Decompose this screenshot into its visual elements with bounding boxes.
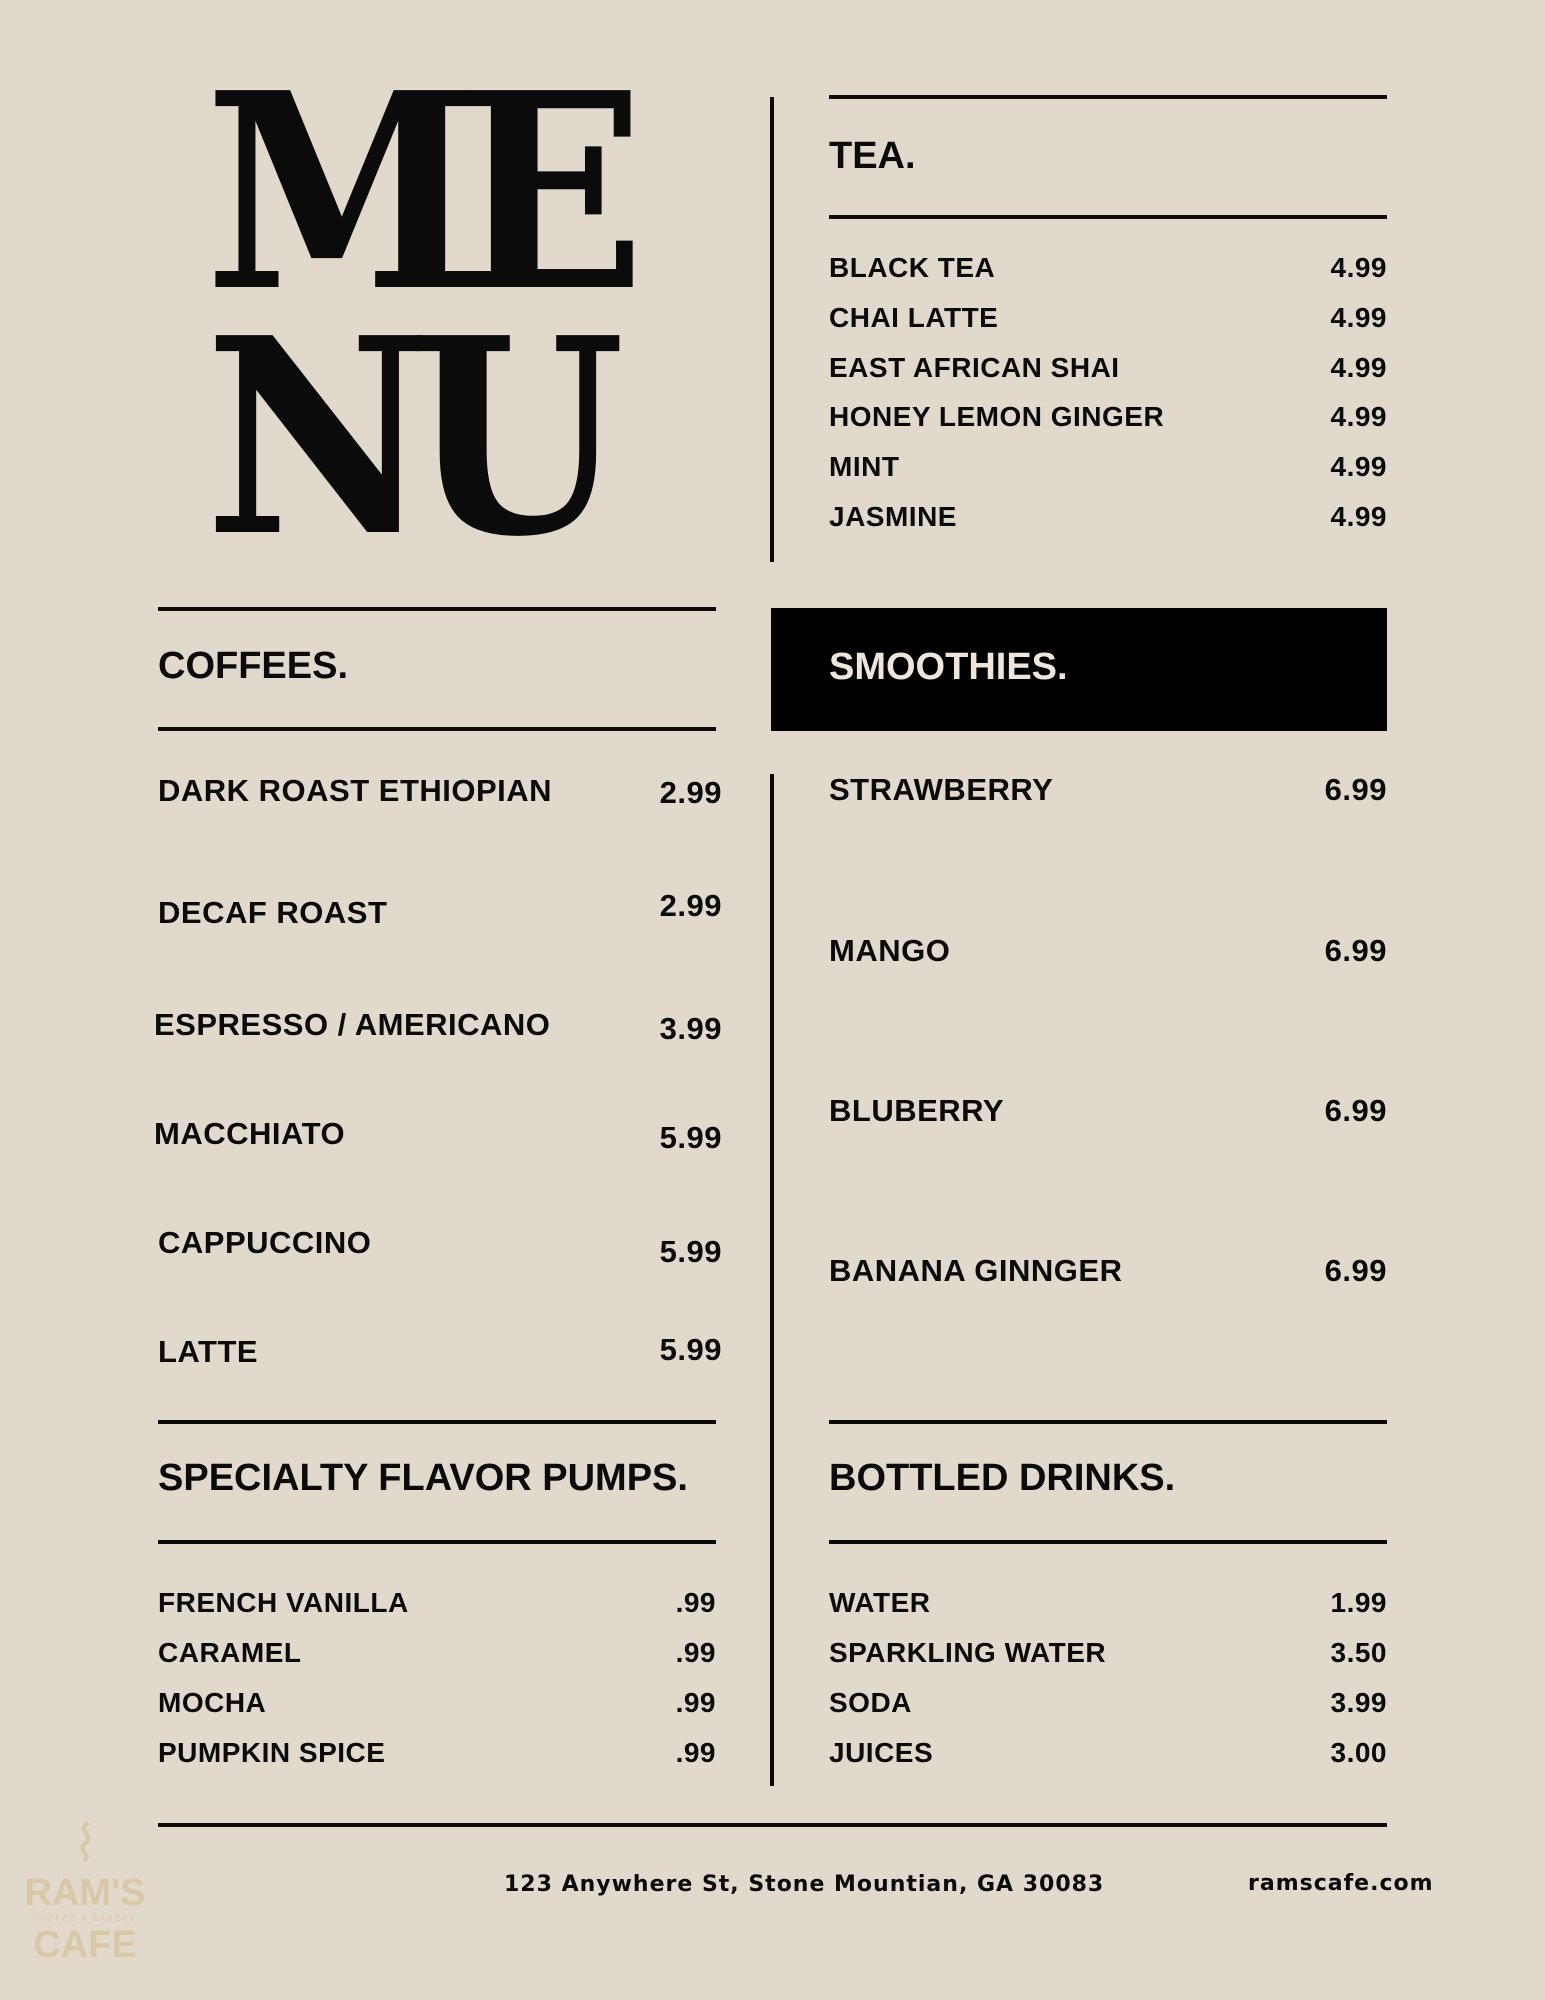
list-item-name: CHAI LATTE xyxy=(829,302,999,333)
pumps-bottom-rule xyxy=(158,1540,716,1544)
tea-top-rule xyxy=(829,95,1387,99)
list-item-name: BANANA GINNGER xyxy=(829,1253,1123,1288)
list-item-price: 5.99 xyxy=(659,1120,722,1155)
menu-title-line-2: NU xyxy=(205,278,601,596)
tea-bottom-rule xyxy=(829,215,1387,219)
title-divider xyxy=(770,97,774,562)
pumps-heading: SPECIALTY FLAVOR PUMPS. xyxy=(158,1457,688,1499)
list-item-price: 5.99 xyxy=(659,1332,722,1367)
tea-heading: TEA. xyxy=(829,135,916,177)
list-item-price: 4.99 xyxy=(1330,401,1387,432)
list-item-name: DECAF ROAST xyxy=(158,895,388,930)
list-item-price: .99 xyxy=(675,1587,716,1618)
list-item-name: CAPPUCCINO xyxy=(158,1225,372,1260)
list-item-price: 6.99 xyxy=(1324,1093,1387,1128)
list-item-name: DARK ROAST ETHIOPIAN xyxy=(158,773,553,808)
coffee-steam-icon xyxy=(20,1820,150,1873)
list-item-price: 4.99 xyxy=(1330,352,1387,383)
list-item-name: MOCHA xyxy=(158,1687,267,1718)
footer-rule xyxy=(158,1823,1387,1827)
list-item-price: .99 xyxy=(675,1737,716,1768)
list-item-price: 4.99 xyxy=(1330,451,1387,482)
list-item-price: 1.99 xyxy=(1330,1587,1387,1618)
menu-title-line-1: ME xyxy=(205,33,622,351)
list-item-name: SODA xyxy=(829,1687,912,1718)
list-item-price: 6.99 xyxy=(1324,772,1387,807)
list-item-price: 3.00 xyxy=(1330,1737,1387,1768)
list-item-name: EAST AFRICAN SHAI xyxy=(829,352,1120,383)
list-item-price: 4.99 xyxy=(1330,501,1387,532)
bottled-heading: BOTTLED DRINKS. xyxy=(829,1457,1176,1499)
list-item-name: MINT xyxy=(829,451,900,482)
cafe-logo xyxy=(20,1820,150,1965)
coffees-top-rule xyxy=(158,607,716,611)
list-item-price: 3.99 xyxy=(1330,1687,1387,1718)
list-item-price: .99 xyxy=(675,1637,716,1668)
list-item-price: .99 xyxy=(675,1687,716,1718)
footer-website[interactable]: ramscafe.com xyxy=(1248,1871,1434,1896)
list-item-price: 6.99 xyxy=(1324,1253,1387,1288)
list-item-price: 2.99 xyxy=(659,775,722,810)
menu-title xyxy=(205,33,647,596)
center-divider xyxy=(770,774,774,1786)
smoothies-heading: SMOOTHIES. xyxy=(829,646,1068,688)
list-item-price: 4.99 xyxy=(1330,302,1387,333)
list-item-price: 4.99 xyxy=(1330,252,1387,283)
footer-address: 123 Anywhere St, Stone Mountian, GA 30083 xyxy=(504,1872,1105,1897)
list-item-name: JASMINE xyxy=(829,501,957,532)
list-item-name: SPARKLING WATER xyxy=(829,1637,1107,1668)
list-item-name: LATTE xyxy=(158,1334,259,1369)
list-item-price: 3.50 xyxy=(1330,1637,1387,1668)
logo-name-bottom: CAFE xyxy=(33,1924,137,1966)
list-item-name: WATER xyxy=(829,1587,931,1618)
list-item-name: PUMPKIN SPICE xyxy=(158,1737,386,1768)
logo-name-top: RAM'S xyxy=(24,1872,146,1914)
list-item-name: STRAWBERRY xyxy=(829,772,1054,807)
bottled-bottom-rule xyxy=(829,1540,1387,1544)
list-item-price: 2.99 xyxy=(659,888,722,923)
list-item-name: CARAMEL xyxy=(158,1637,302,1668)
list-item-name: MANGO xyxy=(829,933,951,968)
list-item-name: BLUBERRY xyxy=(829,1093,1005,1128)
coffees-heading: COFFEES. xyxy=(158,645,349,687)
logo-tagline: COFFEE & BAKERY xyxy=(32,1914,138,1923)
pumps-top-rule xyxy=(158,1420,716,1424)
list-item-name: BLACK TEA xyxy=(829,252,996,283)
bottled-top-rule xyxy=(829,1420,1387,1424)
list-item-name: HONEY LEMON GINGER xyxy=(829,401,1165,432)
list-item-price: 6.99 xyxy=(1324,933,1387,968)
list-item-name: ESPRESSO / AMERICANO xyxy=(154,1007,551,1042)
coffee-steam-icon-graphic xyxy=(65,1820,105,1864)
coffees-bottom-rule xyxy=(158,727,716,731)
list-item-price: 3.99 xyxy=(659,1011,722,1046)
list-item-name: MACCHIATO xyxy=(154,1116,346,1151)
list-item-name: FRENCH VANILLA xyxy=(158,1587,409,1618)
smoothies-header-band xyxy=(771,608,1387,731)
list-item-name: JUICES xyxy=(829,1737,934,1768)
list-item-price: 5.99 xyxy=(659,1234,722,1269)
